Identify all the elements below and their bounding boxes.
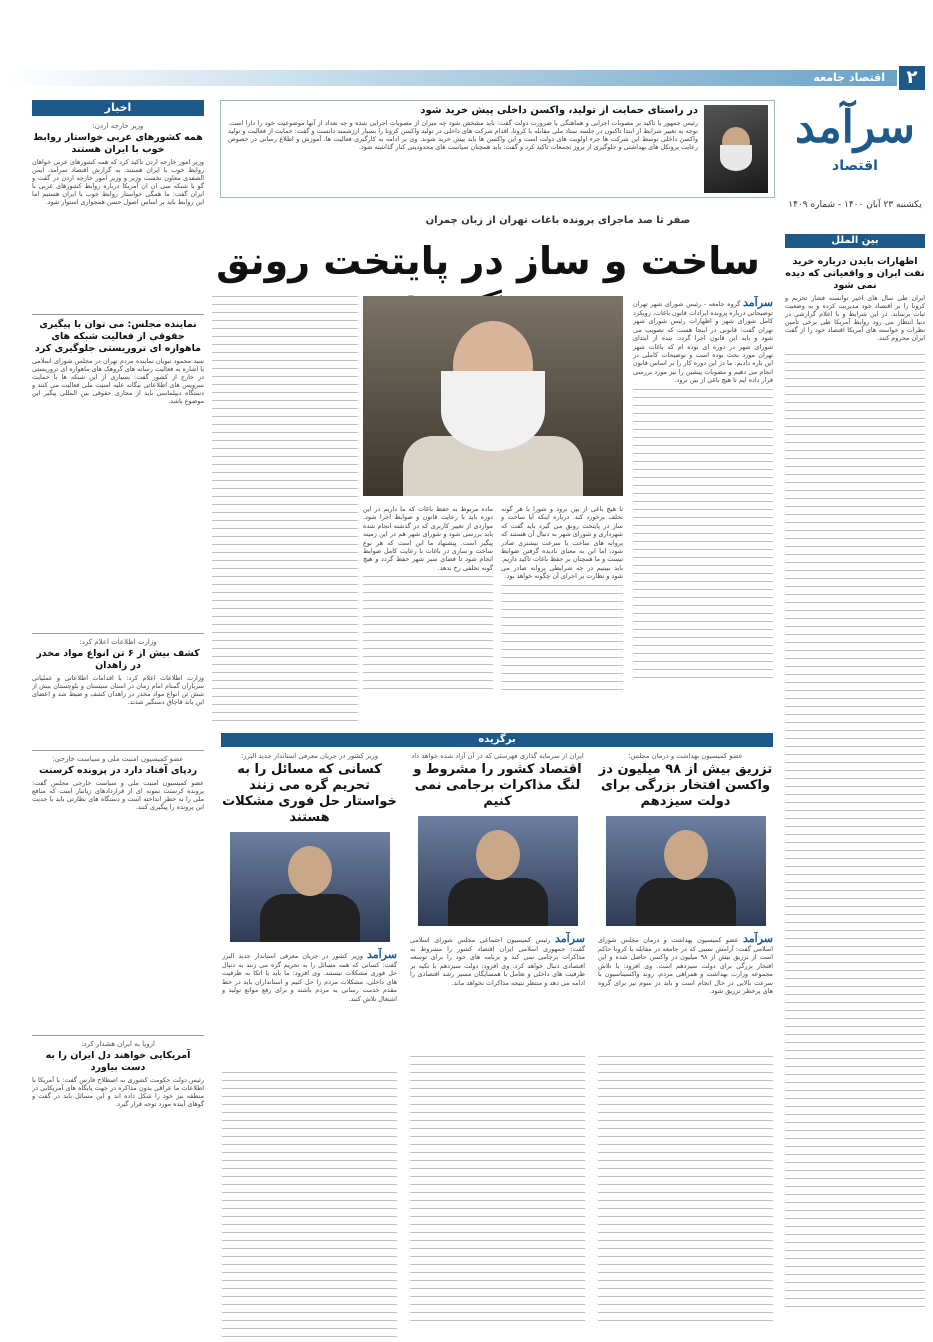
lead-text: رئیس جمهور با تاکید بر مصوبات اجرایی و هماهنگی با ضرورت دولت گفت: باید مشخص شود چه میزان از مصوبات اجرایی شده و چه تعداد از آنها موضوعیت خود را دارا است. توجه به تغییر شرایط از ابتدا تاکنون در جلسه ستاد ملی مقابله با کرونا، اقدام شرکت های داخلی در تولید واکسن کرونا را بسیار ارزشمند دانست و گفت: حمایت از فعالیت و تولید واکسن داخلی توسط این شرکت ها جزء اولویت های دولت است و این واکسن ها باید پیش خرید شوند. وی بر ادامه به کارگیری فعالیت ها، آموزش و اطلاع رسانی در خصوص رعایت پروتکل های بهداشتی و جلوگیری از بروز تجمعات تاکید کرد و گفت: باید همچنان سیاست های محدودیتی کنار گذاشته شود. [228, 119, 698, 152]
issue-date: یکشنبه ۲۳ آبان ۱۴۰۰ - شماره ۱۴۰۹ [788, 200, 922, 210]
news-body: وزارت اطلاعات اعلام کرد: با اقدامات اطلاعاتی و عملیاتی سربازان گمنام امام زمان در استان سیستان و بلوچستان بیش از شش تن انواع مواد مخدر در زاهدان کشف و ضبط شد و اعضای این باند قاچاق دستگیر شدند. [32, 674, 204, 707]
featured-text: رئیس کمیسیون اجتماعی مجلس شورای اسلامی گفت: جمهوری اسلامی ایران اقتصاد کشور را مشروط به مذاکرات برجامی نمی کند و برنامه های خود را برای توسعه اقتصادی دنبال خواهد کرد. وی افزود: دولت سیزدهم با تکیه بر ظرفیت های داخلی و تعامل با همسایگان مسیر رشد اقتصادی را ادامه می دهد و منتظر نتیجه مذاکرات نخواهد ماند. [410, 936, 585, 987]
featured-item [222, 752, 397, 1324]
logo-main: سرآمد [794, 102, 916, 153]
main-kicker: صفر تا صد ماجرای پرونده باغات تهران از زبان چمران [425, 215, 691, 226]
main-photo [363, 296, 623, 496]
intl-section-header: بین الملل [785, 234, 925, 248]
featured-photo [230, 832, 390, 942]
news-body: عضو کمیسیون امنیت ملی و سیاست خارجی مجلس گفت: پرونده کرسنت نمونه ای از قراردادهای زیانبار است که منافع ملی را به خطر انداخته است و دستگاه های نظارتی باید با جدیت این پرونده را پیگیری کنند. [32, 779, 204, 812]
news-section-header: اخبار [32, 100, 204, 116]
news-title: کشف بیش از ۶ تن انواع مواد مخدر در زاهدان [36, 648, 200, 671]
tag-logo: سرآمد [742, 296, 773, 309]
intl-title: اظهارات بایدن درباره خرید نفت ایران و واقعیاتی که دیده نمی شود [785, 256, 925, 291]
news-body: سید محمود نبویان نماینده مردم تهران در مجلس شورای اسلامی با اشاره به فعالیت رسانه های گروهک های ماهواره ای تروریستی در خارج از کشور گفت: بسیاری از این شبکه ها با حمایت سرویس های اطلاعاتی بیگانه علیه امنیت ملی فعالیت می کنند و دستگاه دیپلماسی باید از مجاری حقوقی بین المللی پیگیر این موضوع باشد. [32, 357, 204, 406]
news-item [32, 319, 204, 627]
featured-kicker: وزیر کشور در جریان معرفی استاندار جدید البرز: [240, 752, 379, 760]
news-item [32, 638, 204, 744]
news-kicker: وزارت اطلاعات اعلام کرد: [79, 638, 157, 646]
featured-item [410, 752, 585, 1324]
lead-headline: در راستای حمایت از تولید، واکسن داخلی پیش خرید شود [420, 105, 698, 116]
featured-kicker: عضو کمیسیون بهداشت و درمان مجلس: [628, 752, 743, 760]
intl-body: ایران طی سال های اخیر توانسته فشار تحریم و کرونا را بر اقتصاد خود مدیریت کرده و به وضعیت ثبات برساند. در این شرایط و با اعلام گزارشی در دنیا انتظار می رود روابط آمریکا طی برخی تأمین نظرات و خواسته های آمریکا اقتصاد خود را از گفت ایران محروم کنند. [785, 294, 925, 343]
news-item [32, 1040, 204, 1276]
news-title: نماینده مجلس: می توان با پیگیری حقوقی از فعالیت شبکه های ماهواره ای تروریستی جلوگیری کرد [34, 319, 202, 354]
intl-body-continued [785, 354, 925, 1314]
featured-title: کسانی که مسائل را به تحریم گره می زنند خواستار حل فوری مشکلات هستند [222, 762, 397, 825]
news-item [32, 122, 204, 308]
tag-logo: سرآمد [554, 932, 585, 945]
news-body: وزیر امور خارجه اردن تاکید کرد که همه کشورهای عربی خواهان روابط خوب با ایران هستند. به گزارش اقتصاد سرآمد، ایمن الصفدی معاون نخست وزیر و وزیر امور خارجه اردن در گفت و گو با شبکه سی ان ان آمریکا درباره روابط کشورهای عربی با ایران گفت: ما همگی خواستار روابط خوب با ایران هستیم اما این روابط باید بر اساس اصول حسن همجواری استوار شود. [32, 158, 204, 207]
section-name: اقتصاد جامعه [813, 71, 885, 84]
featured-text: وزیر کشور در جریان معرفی استاندار جدید البرز گفت: کسانی که همه مسائل را به تحریم گره می زنند به دنبال حل فوری مشکلات نیستند. وی افزود: ما باید با اتکا به ظرفیت های داخلی، مشکلات مردم را حل کنیم و استانداران باید در خط مقدم خدمت رسانی به مردم باشند و برای رفع موانع تولید و اشتغال تلاش کنند. [222, 952, 397, 1003]
section-bar [2, 70, 897, 86]
news-title: ردپای آفتاد دارد در پرونده کرسنت [38, 765, 198, 776]
news-title: همه کشورهای عربی خواستار روابط خوب با ایران هستند [33, 132, 203, 155]
news-item [32, 755, 204, 1029]
main-col-a-text: گروه جامعه - رئیس شورای شهر تهران توضیحاتی درباره پرونده ایرادات قانون باغات، رویکرد کامل شورای شهر و اظهارات رئیس شورای شهر تهران گفت: قانونی در اینجا هست که تصویب می شود و باید این قانون اجرا گردد. بنده از ابتدای شورای شهر در دوره ای بوده ام که باغات شهر تهران مورد بحث بوده است و توضیحات کاملی در این باره دادیم. ما در این دوره کار را بر اساس قانون انجام می دهیم و مصوبات پیشین را نیز مورد بررسی قرار داده ایم تا هیچ باغی از بین نرود. [633, 300, 773, 385]
logo-sub: اقتصاد [832, 158, 878, 174]
main-col-c-text: تا هیچ باغی از بین نرود و شورا با هر گونه تخلف برخورد کند. درباره اینکه آیا ساخت و ساز در پایتخت رونق می گیرد باید گفت که شهرداری و شورای شهر به دنبال آن هستند که پروانه های ساخت با سرعت بیشتری صادر شود، اما این به معنای نادیده گرفتن ضوابط نیست و ما همچنان بر حفظ باغات تاکید داریم. باید ببینیم در چه شرایطی پروانه صادر می شود و نظارت بر اجرای آن چگونه خواهد بود. [501, 505, 623, 581]
intl-column [785, 254, 925, 1324]
featured-text: عضو کمیسیون بهداشت و درمان مجلس شورای اسلامی گفت: آرامش نسبی که در جامعه در مقابله با کرونا حاکم است از تزریق بیش از ۹۸ میلیون دز واکسن حاصل شده و این افتخار بزرگی برای دولت سیزدهم است. وی افزود: با تلاش مجموعه وزارت بهداشت و همراهی مردم، روند واکسیناسیون با سرعت بالایی در حال انجام است و باید دز سوم نیز برای گروه های پرخطر تزریق شود. [598, 936, 773, 996]
featured-kicker: ایران از سرمایه گذاری فهرستی که در آن آزاد شده خواهد داد [411, 752, 584, 760]
news-column [32, 122, 204, 1322]
main-col-d [212, 296, 358, 726]
masthead-logo [785, 98, 925, 194]
featured-title: اقتصاد کشور را مشروط و لنگ مذاکرات برجامی نمی کنیم [413, 762, 582, 809]
main-col-b [363, 505, 493, 727]
featured-title: تزریق بیش از ۹۸ میلیون دز واکسن افتخار بزرگی برای دولت سیزدهم [598, 762, 773, 809]
tag-logo: سرآمد [366, 948, 397, 961]
featured-photo [418, 816, 578, 926]
featured-section-header: برگزیده [221, 733, 773, 747]
main-col-b-text: ماده مربوط به حفظ باغات که ما داریم در این دوره باید با رعایت قانون و ضوابط اجرا شود. مواردی از تغییر کاربری که در گذشته انجام شده باید بررسی شود و شورای شهر هم در این زمینه پیگیر است. پیشنهاد ما این است که هر نوع ساخت و سازی در باغات با رعایت کامل ضوابط انجام شود تا فضای سبز شهر حفظ گردد و هیچ گونه تخلفی رخ ندهد. [363, 505, 493, 572]
news-title: آمریکایی خواهند دل ایران را به دست بیاورد [45, 1050, 191, 1073]
page-number: ۲ [899, 66, 925, 90]
lead-story [220, 100, 775, 198]
news-kicker: وزیر خارجه اردن: [92, 122, 144, 130]
news-body: رئیس دولت حکومت کشوری به اصطلاح فارس گفت: با آمریکا با اطلاعات ما عراقی بدون مذاکره در جهت پایگاه های آمریکایی در منطقه نیز خود را شکل داده اند و این مسائل باید در گفت و گوهای آینده مورد توجه قرار گیرد. [32, 1076, 204, 1109]
main-col-a [633, 296, 773, 726]
lead-photo [704, 105, 768, 193]
featured-photo [606, 816, 766, 926]
featured-item [598, 752, 773, 1324]
news-kicker: اروپا به ایران هشدار کرد: [81, 1040, 155, 1048]
main-headline: ساخت و ساز در پایتخت رونق [216, 239, 760, 283]
news-kicker: عضو کمیسیون امنیت ملی و سیاست خارجی: [52, 755, 184, 763]
tag-logo: سرآمد [742, 932, 773, 945]
main-col-c [501, 505, 623, 727]
